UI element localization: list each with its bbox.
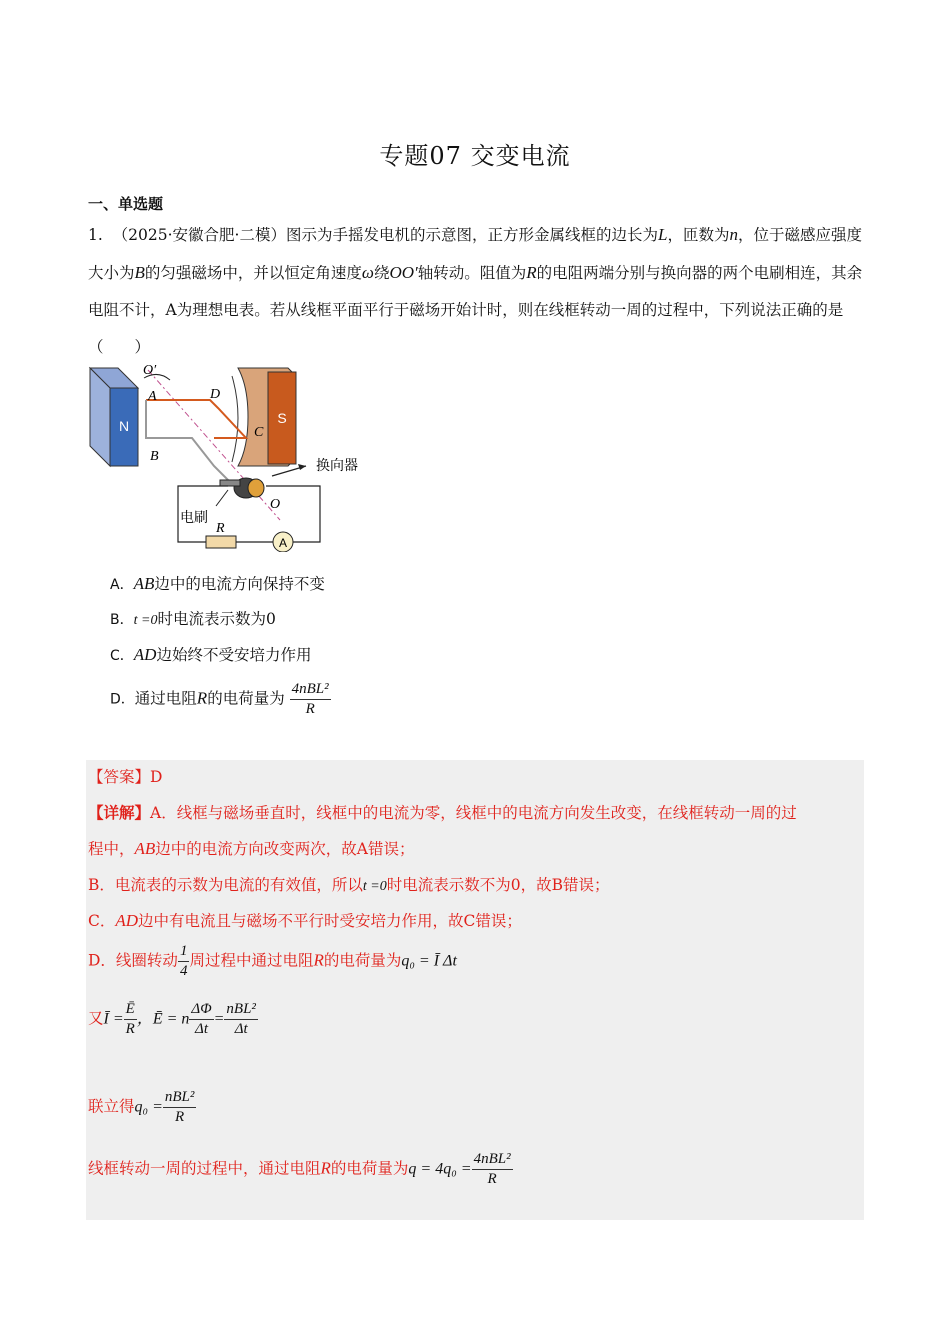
detail-text: 又 bbox=[88, 1009, 104, 1028]
question-text: ，匝数为 bbox=[667, 226, 730, 244]
fraction-numerator: Ē bbox=[124, 1000, 137, 1020]
equation-part: q₀ = bbox=[134, 1098, 163, 1116]
fraction-denominator: Δt bbox=[195, 1021, 208, 1037]
option-var: AB bbox=[133, 574, 155, 593]
option-var: AD bbox=[133, 645, 157, 664]
question-text: 图示为手摇发电机的示意图，正方形金属线框的边长为 bbox=[285, 226, 658, 244]
fraction-denominator: Δt bbox=[234, 1021, 248, 1037]
detail-text: D．线圈转动 bbox=[88, 951, 178, 970]
detail-text: 边中的电流方向改变两次，故A错误； bbox=[155, 840, 415, 858]
page-title: 专题07 交变电流 bbox=[379, 142, 571, 170]
option-key: D． bbox=[110, 691, 135, 708]
fraction-denominator: R bbox=[305, 701, 315, 717]
detail-var: R bbox=[313, 950, 324, 970]
equation-part: ，Ē = n bbox=[136, 1010, 190, 1028]
south-pole-curve bbox=[232, 376, 238, 462]
detail-var: R bbox=[320, 1158, 331, 1178]
fraction-E-R bbox=[124, 1000, 137, 1039]
question-number: 1. bbox=[88, 226, 103, 244]
option-key: A． bbox=[110, 577, 134, 593]
answer-line-a2 bbox=[88, 837, 415, 859]
detail-text: 边中有电流且与磁场不平行时受安培力作用，故C错误； bbox=[138, 912, 522, 930]
answer-line-b bbox=[88, 873, 610, 895]
fraction-numerator: ΔΦ bbox=[189, 1000, 213, 1020]
detail-text: C． bbox=[88, 912, 116, 930]
detail-text: 联立得 bbox=[88, 1097, 135, 1116]
coil-wire bbox=[146, 400, 246, 438]
pointer-arrowhead bbox=[298, 464, 306, 470]
generator-diagram bbox=[88, 362, 378, 552]
quarter-fraction bbox=[178, 942, 190, 981]
option-text: 通过电阻 bbox=[134, 689, 197, 708]
label-N: N bbox=[118, 418, 130, 434]
fraction-denominator: R bbox=[125, 1021, 135, 1037]
equation-q0: q₀ = Ī Δt bbox=[401, 952, 457, 970]
detail-text: 程中， bbox=[88, 840, 135, 858]
coil-wire-back bbox=[146, 400, 234, 486]
detail-text: 的电荷量为 bbox=[323, 951, 402, 970]
brush-pointer bbox=[216, 490, 228, 506]
question-text: 的电阻两端分别与换向器的两个电刷相连，其余电阻不计，A为理想电表。若从线框平面平行于磁场开始计时，则在线框转动一周的过程中，下列说法正确的是（ ） bbox=[88, 264, 863, 356]
var-L: L bbox=[657, 225, 668, 244]
question-text: 绕 bbox=[373, 264, 390, 282]
option-d[interactable] bbox=[110, 680, 331, 719]
label-D: D bbox=[210, 387, 221, 402]
equation-part: Ī = bbox=[103, 1010, 124, 1028]
detail-text: 线框转动一周的过程中，通过电阻 bbox=[88, 1159, 321, 1178]
question-stem bbox=[88, 216, 863, 366]
option-a[interactable] bbox=[110, 572, 325, 594]
question-source: （2025·安徽合肥·二模） bbox=[112, 226, 286, 244]
var-B: B bbox=[134, 263, 145, 282]
fraction-denominator: R bbox=[487, 1171, 497, 1187]
fraction-numerator: 4nBL² bbox=[472, 1150, 513, 1170]
label-B: B bbox=[150, 449, 159, 464]
fraction-nbl2-dt bbox=[224, 1000, 258, 1039]
label-brush: 电刷 bbox=[180, 510, 208, 526]
fraction-q0 bbox=[163, 1088, 197, 1127]
answer-line-c bbox=[88, 909, 522, 931]
detail-text: 的电荷量为 bbox=[330, 1159, 409, 1178]
option-text: 边中的电流方向保持不变 bbox=[154, 575, 325, 593]
var-n: n bbox=[729, 225, 738, 244]
detail-var: AD bbox=[115, 911, 139, 930]
label-A: A bbox=[148, 389, 157, 404]
var-omega: ω bbox=[361, 263, 374, 282]
label-ammeter: A bbox=[278, 536, 288, 550]
answer-label: 【答案】D bbox=[88, 768, 163, 786]
answer-line-lian bbox=[88, 1088, 196, 1127]
answer-line-you bbox=[88, 1000, 258, 1039]
label-O-prime: O′ bbox=[143, 363, 157, 378]
question-text: ，位于磁感应强度大小为 bbox=[88, 226, 862, 282]
label-R: R bbox=[216, 521, 225, 536]
fraction-denominator: R bbox=[175, 1109, 185, 1125]
option-b[interactable] bbox=[110, 607, 276, 629]
fraction-denominator: 4 bbox=[179, 963, 188, 979]
fraction-numerator: nBL² bbox=[224, 1000, 258, 1020]
brush-left bbox=[220, 480, 240, 486]
resistor bbox=[206, 536, 236, 548]
var-R: R bbox=[526, 263, 537, 282]
question-text: 轴转动。阻值为 bbox=[417, 264, 527, 282]
label-O: O bbox=[270, 497, 281, 512]
equation-part: = bbox=[213, 1010, 225, 1028]
option-key: B． bbox=[110, 612, 134, 628]
detail-text: 时电流表示数不为0，故B错误； bbox=[386, 876, 610, 894]
detail-text: 周过程中通过电阻 bbox=[189, 951, 314, 970]
fraction-q bbox=[472, 1150, 513, 1189]
detail-text: A．线框与磁场垂直时，线框中的电流为零，线框中的电流方向发生改变，在线框转动一周的过 bbox=[150, 804, 797, 822]
detail-label: 【详解】 bbox=[88, 803, 151, 822]
label-C: C bbox=[254, 425, 264, 440]
fraction-numerator: 1 bbox=[178, 942, 190, 962]
option-text: 边始终不受安培力作用 bbox=[156, 646, 312, 664]
option-var: R bbox=[196, 688, 208, 708]
section-heading: 一、单选题 bbox=[88, 195, 164, 213]
option-key: C． bbox=[110, 648, 134, 664]
detail-var: t =0 bbox=[362, 879, 387, 894]
answer-line-a1 bbox=[88, 801, 797, 823]
option-c[interactable] bbox=[110, 643, 311, 665]
answer-line-final bbox=[88, 1150, 513, 1189]
answer-line-d bbox=[88, 942, 457, 981]
question-text: 的匀强磁场中，并以恒定角速度 bbox=[144, 264, 362, 282]
label-S: S bbox=[277, 410, 287, 426]
option-d-fraction bbox=[290, 680, 331, 719]
fraction-dphi-dt bbox=[189, 1000, 213, 1039]
detail-var: AB bbox=[134, 839, 156, 858]
equation-part: q = 4q₀ = bbox=[408, 1160, 472, 1178]
option-text: 的电荷量为 bbox=[207, 689, 285, 708]
option-text: 时电流表示数为0 bbox=[157, 610, 276, 628]
detail-text: B．电流表的示数为电流的有效值，所以 bbox=[88, 876, 363, 894]
var-axis: OO′ bbox=[389, 263, 418, 282]
fraction-numerator: nBL² bbox=[163, 1088, 197, 1108]
commutator-ring bbox=[248, 479, 264, 497]
fraction-numerator: 4nBL² bbox=[290, 680, 331, 700]
option-var: t =0 bbox=[133, 613, 158, 628]
label-commutator: 换向器 bbox=[316, 458, 358, 474]
